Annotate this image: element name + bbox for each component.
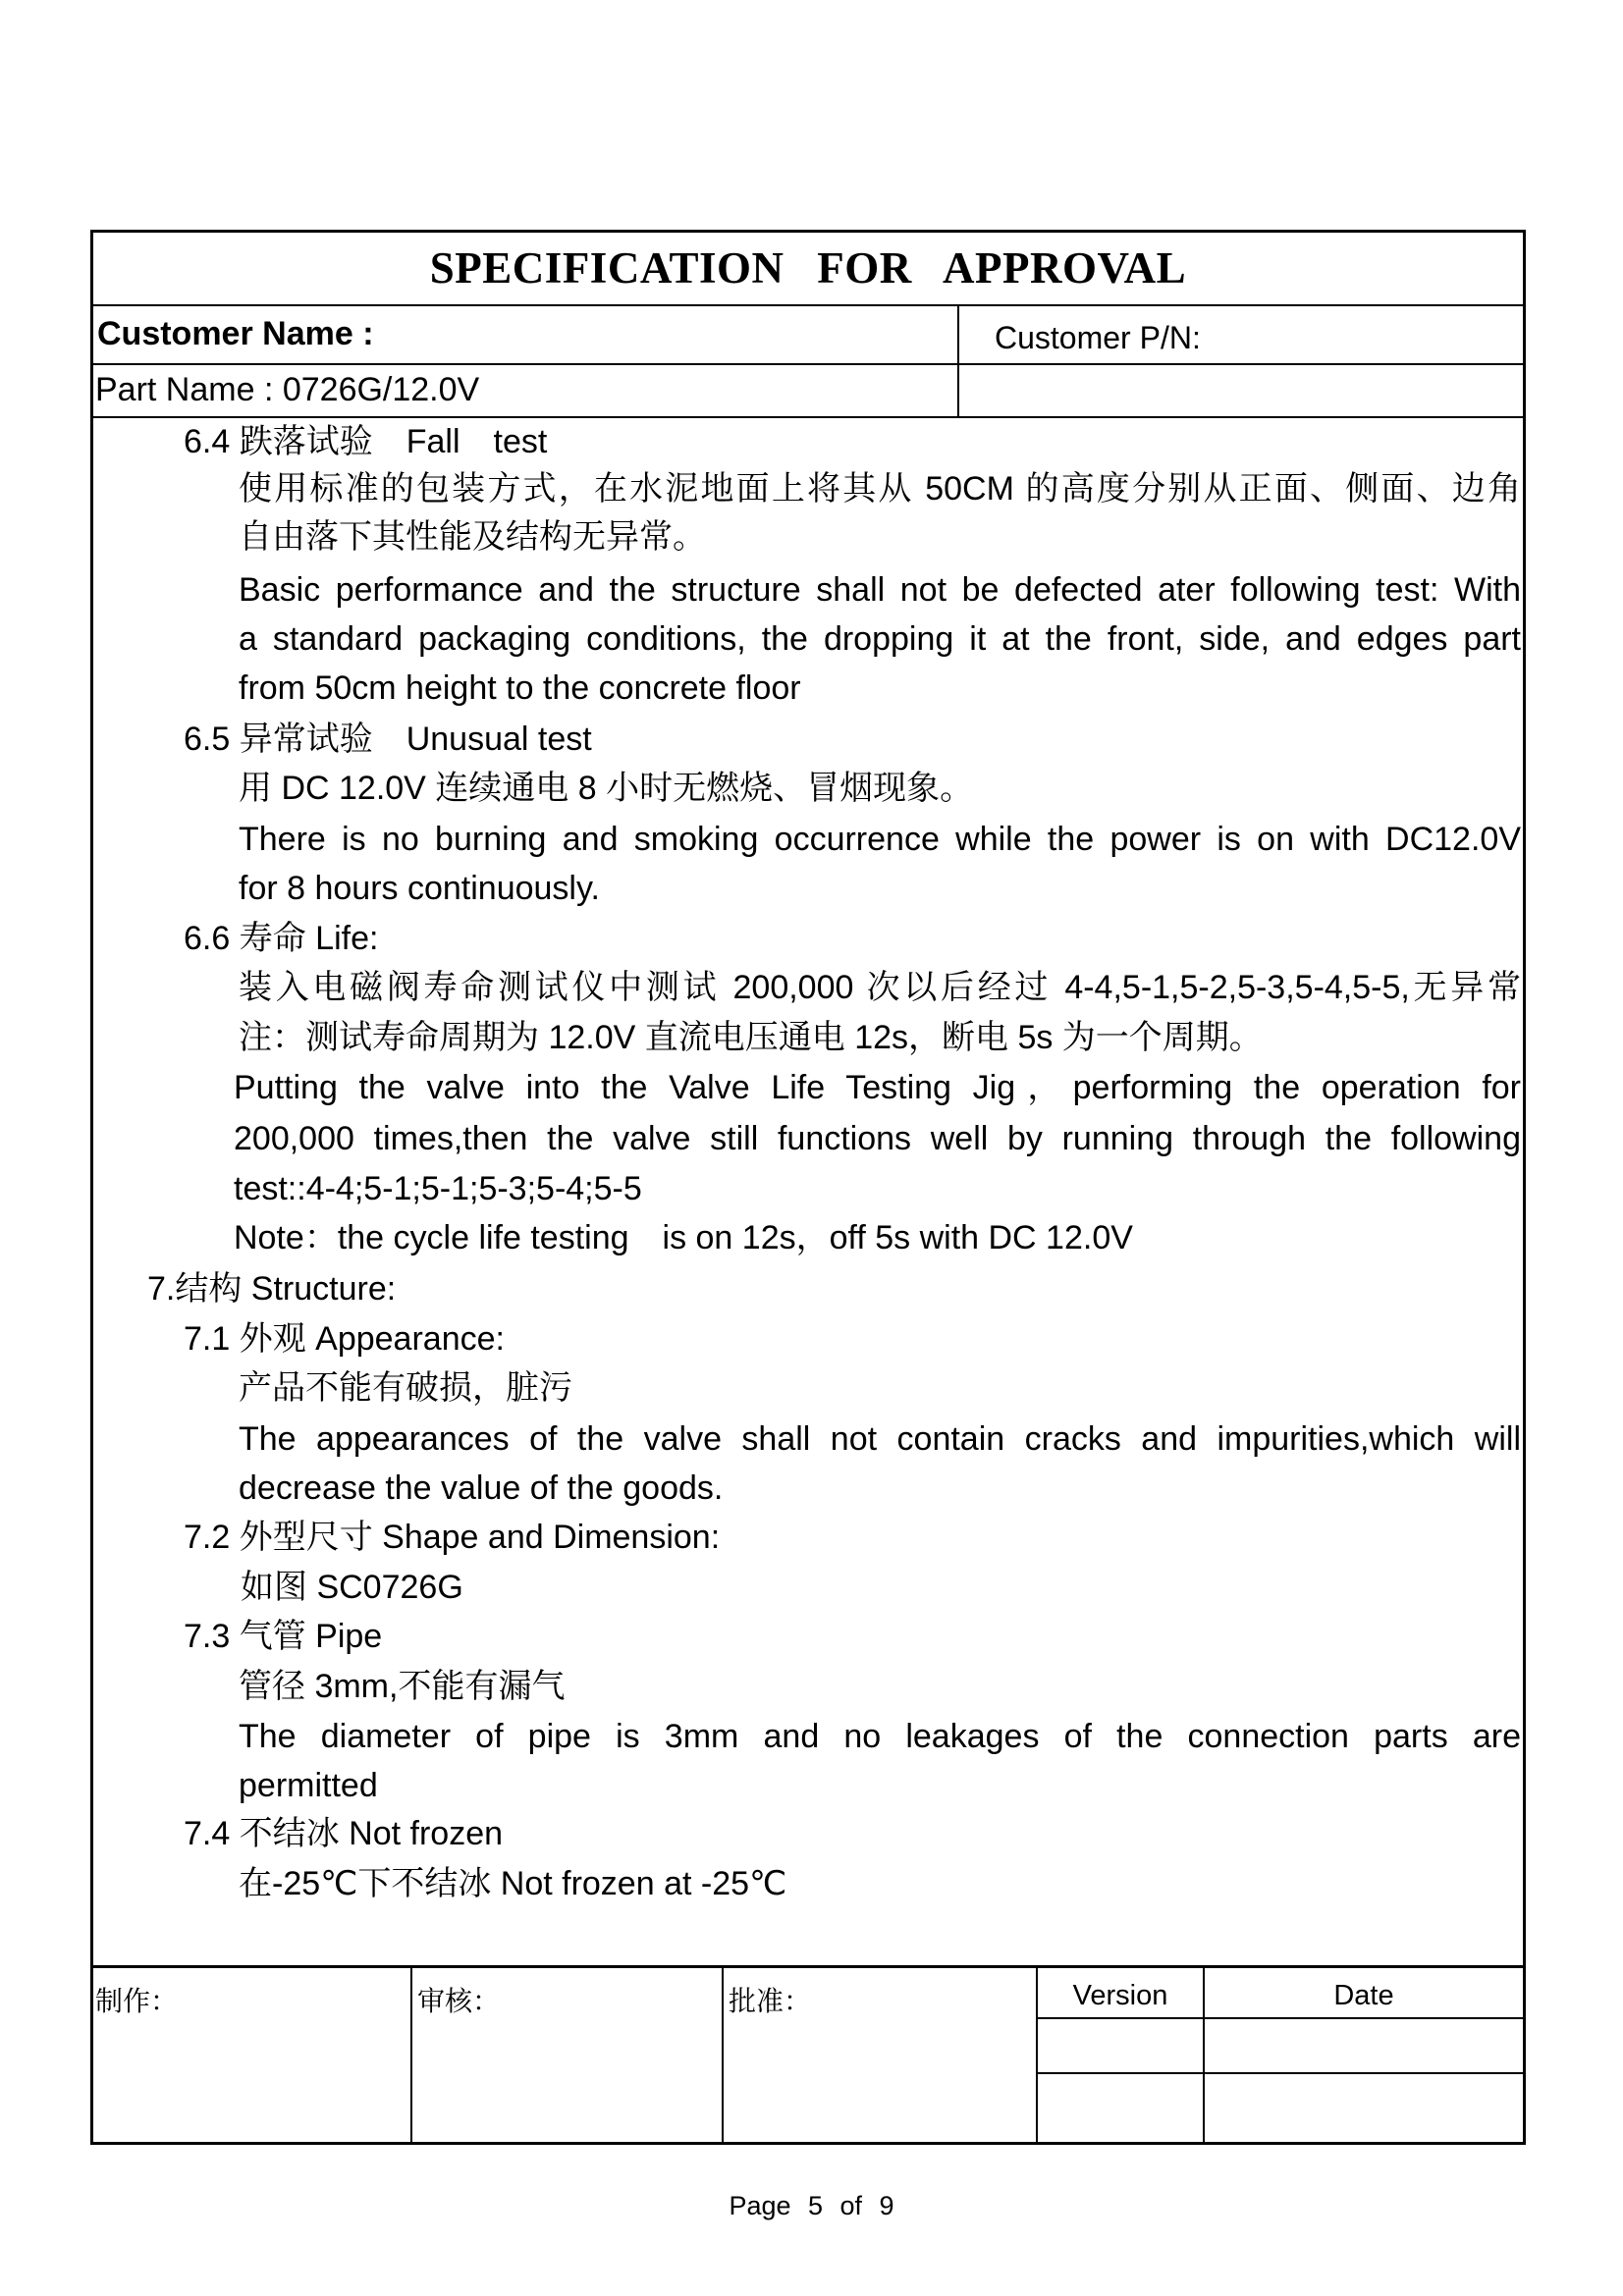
section-6-4-cn-2: 自由落下其性能及结构无异常。 [239, 518, 706, 556]
section-6-4-en-1: Basic performance and the structure shall not be defected ater following test: With [239, 571, 1521, 609]
section-7-heading: 7.结构 Structure: [147, 1270, 397, 1308]
customer-row [93, 304, 1523, 365]
part-name: Part Name : 0726G/12.0V [95, 371, 480, 408]
section-7-2-cn: 如图 SC0726G [241, 1569, 463, 1606]
reviewed-by-label: 审核： [417, 1986, 501, 2016]
section-7-1-en-2: decrease the value of the goods. [239, 1469, 724, 1507]
page-title: SPECIFICATION FOR APPROVAL [429, 243, 1187, 293]
section-7-1-en-1: The appearances of the valve shall not contain cracks and impurities,which will [239, 1420, 1521, 1458]
section-6-6-en-1: Putting the valve into the Valve Life Testing Jig，performing the operation for [234, 1069, 1521, 1106]
footer-divider [722, 1968, 724, 2145]
spec-body [93, 416, 1523, 1957]
made-by-label: 制作： [95, 1986, 179, 2016]
header-divider [957, 304, 959, 416]
section-6-6-heading: 6.6 寿命 Life: [184, 920, 379, 957]
section-7-3-en-1: The diameter of pipe is 3mm and no leakages of the connection parts are [239, 1718, 1521, 1755]
section-6-4-en-2: a standard packaging conditions, the dropping it at the front, side, and edges part [239, 620, 1521, 658]
section-7-1-heading: 7.1 外观 Appearance: [184, 1320, 505, 1358]
customer-pn-label: Customer P/N: [995, 320, 1201, 355]
footer-divider [1036, 2072, 1524, 2074]
section-6-4-heading: 6.4 跌落试验 Fall test [184, 423, 548, 460]
section-6-5-cn: 用 DC 12.0V 连续通电 8 小时无燃烧、冒烟现象。 [239, 770, 974, 807]
footer-divider [1036, 2017, 1524, 2019]
spec-frame [90, 230, 1526, 2145]
section-6-6-cn-2: 注：测试寿命周期为 12.0V 直流电压通电 12s，断电 5s 为一个周期。 [239, 1019, 1263, 1056]
section-6-5-heading: 6.5 异常试验 Unusual test [184, 721, 592, 758]
title-row [93, 233, 1523, 306]
section-7-3-cn: 管径 3mm,不能有漏气 [239, 1668, 566, 1705]
footer-divider [410, 1968, 412, 2145]
approved-by-label: 批准： [729, 1986, 812, 2016]
section-7-3-heading: 7.3 气管 Pipe [184, 1618, 383, 1655]
section-6-6-note: Note：the cycle life testing is on 12s，off 5s with DC 12.0V [234, 1219, 1133, 1256]
section-7-3-en-2: permitted [239, 1767, 378, 1804]
approval-footer [93, 1965, 1523, 2145]
section-7-4-text: 在-25℃下不结冰 Not frozen at -25℃ [239, 1865, 787, 1902]
section-6-5-en-2: for 8 hours continuously. [239, 870, 600, 907]
section-6-6-en-2: 200,000 times,then the valve still functions well by running through the following [234, 1120, 1521, 1157]
section-7-1-cn: 产品不能有破损，脏污 [239, 1369, 572, 1407]
date-label: Date [1333, 1980, 1394, 2011]
section-6-4-cn-1: 使用标准的包装方式，在水泥地面上将其从 50CM 的高度分别从正面、侧面、边角 [239, 470, 1521, 507]
page-number: Page 5 of 9 [729, 2191, 894, 2220]
section-6-6-en-3: test::4-4;5-1;5-1;5-3;5-4;5-5 [234, 1170, 642, 1207]
customer-name-label: Customer Name : [97, 315, 374, 352]
section-6-4-en-3: from 50cm height to the concrete floor [239, 669, 801, 707]
part-name-row [93, 363, 1523, 418]
section-7-4-heading: 7.4 不结冰 Not frozen [184, 1815, 504, 1852]
section-6-6-cn-1: 装入电磁阀寿命测试仪中测试 200,000 次以后经过 4-4,5-1,5-2,5-3,5-4,5-5,无异常 [239, 969, 1521, 1006]
version-label: Version [1072, 1980, 1168, 2011]
section-7-2-heading: 7.2 外型尺寸 Shape and Dimension: [184, 1519, 721, 1556]
section-6-5-en-1: There is no burning and smoking occurrence while the power is on with DC12.0V [239, 821, 1521, 858]
